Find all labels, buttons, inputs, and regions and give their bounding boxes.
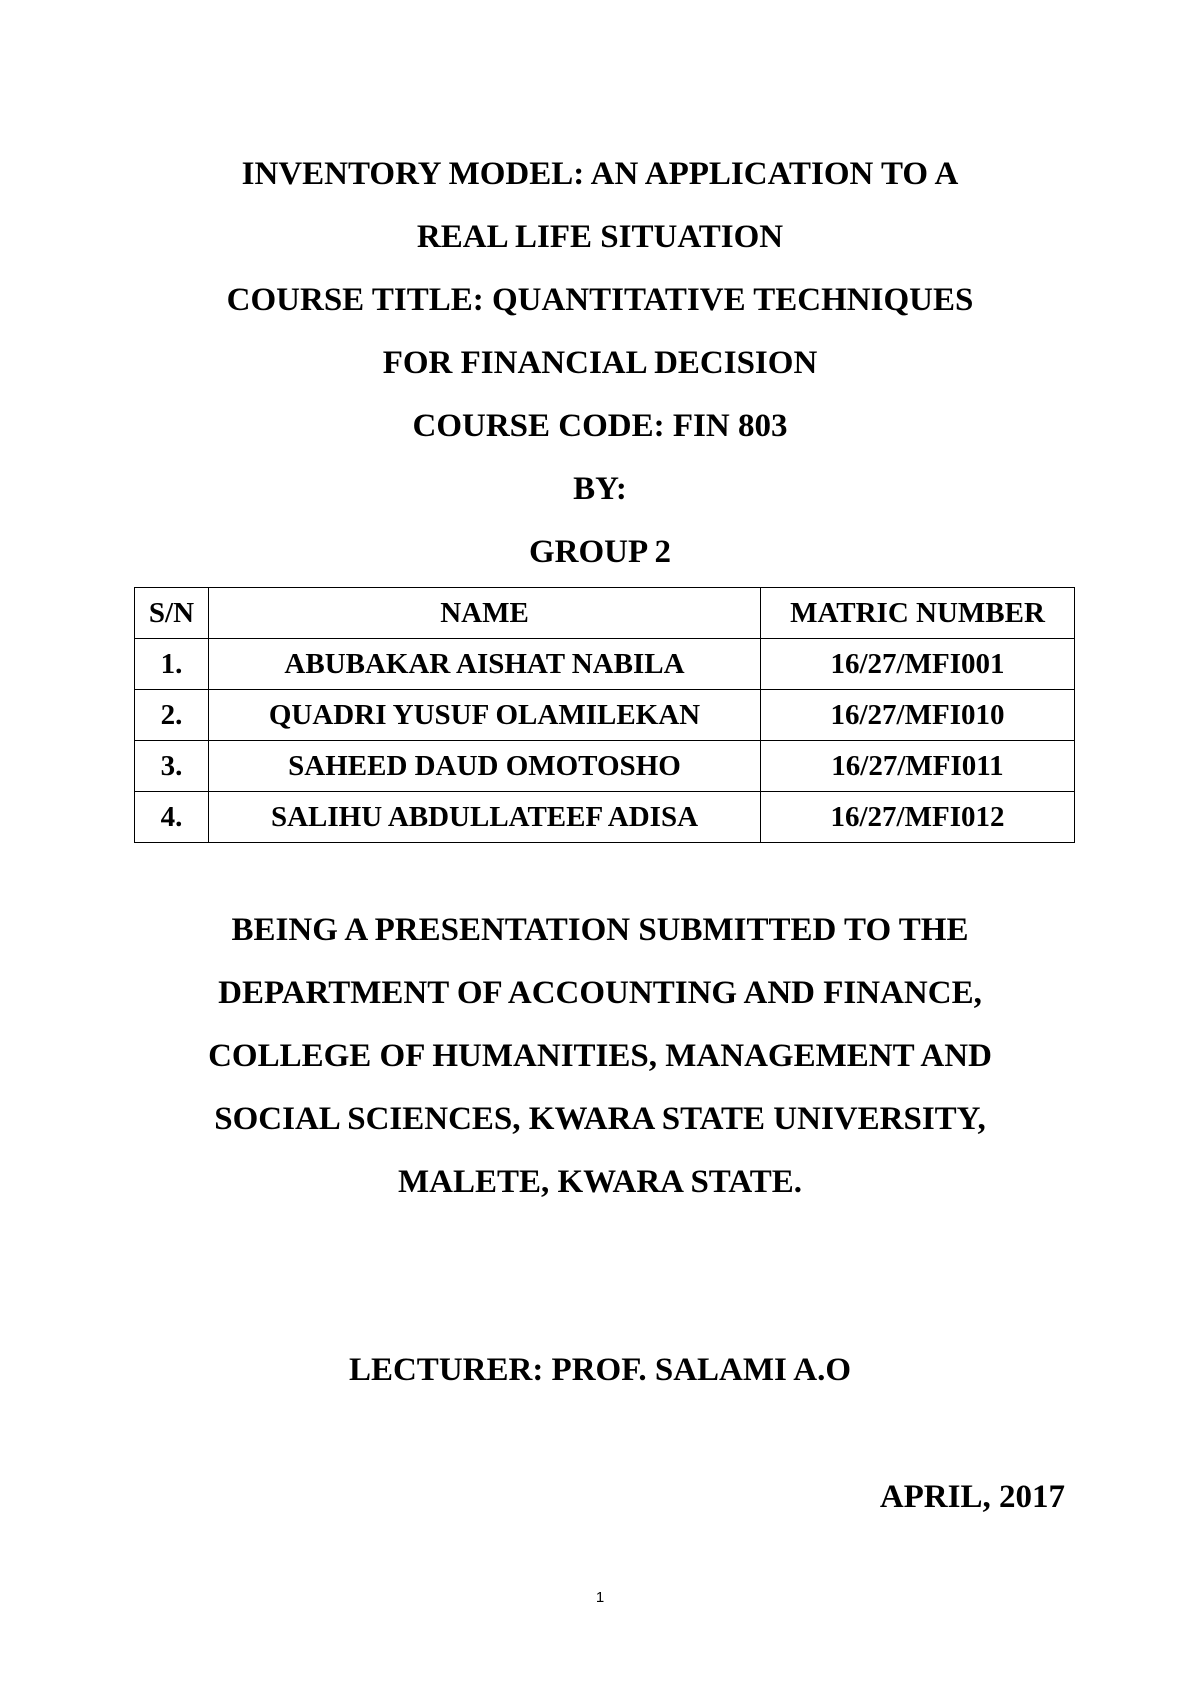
group-label: GROUP 2 bbox=[528, 534, 672, 570]
submission-line-1: BEING A PRESENTATION SUBMITTED TO THE bbox=[231, 912, 969, 948]
cell-matric-number: 16/27/MFI010 bbox=[761, 690, 1075, 741]
submission-line-2: DEPARTMENT OF ACCOUNTING AND FINANCE, bbox=[218, 975, 982, 1011]
table-header-row bbox=[135, 588, 1075, 639]
table-row bbox=[135, 690, 1075, 741]
cell-name: QUADRI YUSUF OLAMILEKAN bbox=[209, 690, 761, 741]
table-row bbox=[135, 741, 1075, 792]
cell-matric-number: 16/27/MFI001 bbox=[761, 639, 1075, 690]
submission-date: APRIL, 2017 bbox=[879, 1479, 1065, 1515]
cell-name: ABUBAKAR AISHAT NABILA bbox=[209, 639, 761, 690]
cell-sn: 4. bbox=[135, 792, 209, 843]
project-title-line-2: REAL LIFE SITUATION bbox=[416, 219, 784, 255]
project-title-line-1: INVENTORY MODEL: AN APPLICATION TO A bbox=[241, 156, 959, 192]
cell-matric-number: 16/27/MFI012 bbox=[761, 792, 1075, 843]
table-row bbox=[135, 792, 1075, 843]
course-code: COURSE CODE: FIN 803 bbox=[412, 408, 788, 444]
header-matric-number: MATRIC NUMBER bbox=[761, 588, 1075, 639]
cell-sn: 1. bbox=[135, 639, 209, 690]
course-title-line-2: FOR FINANCIAL DECISION bbox=[382, 345, 818, 381]
title-block bbox=[0, 143, 1200, 584]
cell-name: SAHEED DAUD OMOTOSHO bbox=[209, 741, 761, 792]
header-name: NAME bbox=[209, 588, 761, 639]
cell-sn: 2. bbox=[135, 690, 209, 741]
by-label: BY: bbox=[573, 471, 627, 507]
cell-matric-number: 16/27/MFI011 bbox=[761, 741, 1075, 792]
submission-statement bbox=[0, 899, 1200, 1214]
submission-line-5: MALETE, KWARA STATE. bbox=[397, 1164, 803, 1200]
cell-name: SALIHU ABDULLATEEF ADISA bbox=[209, 792, 761, 843]
course-title-line-1: COURSE TITLE: QUANTITATIVE TECHNIQUES bbox=[226, 282, 974, 318]
cell-sn: 3. bbox=[135, 741, 209, 792]
page-number: 1 bbox=[595, 1589, 605, 1606]
table-row bbox=[135, 639, 1075, 690]
submission-line-3: COLLEGE OF HUMANITIES, MANAGEMENT AND bbox=[208, 1038, 992, 1074]
submission-line-4: SOCIAL SCIENCES, KWARA STATE UNIVERSITY, bbox=[214, 1101, 986, 1137]
lecturer-line: LECTURER: PROF. SALAMI A.O bbox=[348, 1352, 852, 1388]
header-sn: S/N bbox=[135, 588, 209, 639]
group-members-table bbox=[134, 587, 1075, 843]
